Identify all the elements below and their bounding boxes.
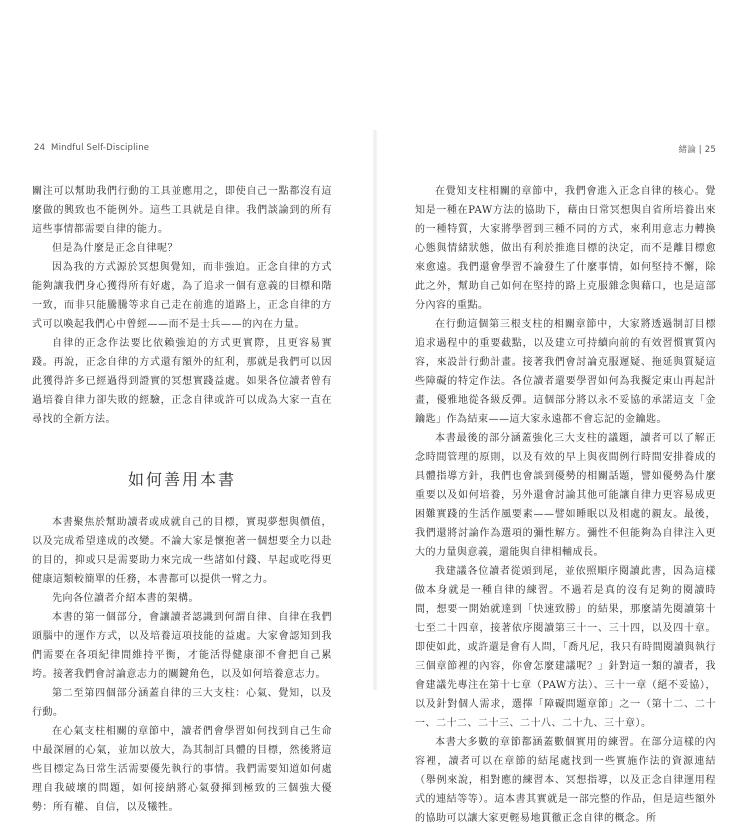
paragraph: 本書最後的部分涵蓋強化三大支柱的議題，讀者可以了解正念時間管理的原則，以及有效的早上與夜間例行時間安排養成的具體指導方針，我們也會談到優勢的相關話題，譬如優勢為什麼重要以及如何培養，另外還會討論其他可能讓自律力更容易成更困難實踐的生活作風要素——譬如睡眠以及相處的親友。最後，我們還將討論作為選項的彌性解方。彌性不但能夠為自律注入更大的力量與意義，還能與自律相輔成長。 bbox=[415, 433, 716, 558]
paragraph: 在覺知支柱相關的章節中，我們會進入正念自律的核心。覺知是一種在PAW方法的協助下，藉由日常冥想與自省所培養出來的一種特質，大家將學習到三種不同的方式，來利用意志力轉換心態與情緒狀態，做出有利於推進目標的決定，而不是離目標愈來愈遠。我們還會學習不論發生了什麼事情，如何堅持不懈，除此之外，幫助自己如何在堅持的路上克服雜念與藉口，也是這部分內容的重點。 bbox=[415, 186, 716, 311]
paragraph: 在行動這個第三根支柱的相關章節中，大家將透過制訂目標追求過程中的重要截點，以及建立可持續向前的有效習慣實質內容，來設計行動計畫。接著我們會討論克服遲疑、拖延與質疑這些障礙的特定作法。各位讀者還要學習如何為我擬定東山再起計畫，優雅地從各級反彈。這個部分將以永不妥協的承諾這支「金鑰匙」作為結束——這大家永遠都不會忘記的金鑰匙。 bbox=[415, 319, 716, 425]
right-text-block bbox=[415, 182, 716, 828]
left-page bbox=[0, 0, 375, 813]
paragraph: 自律的正念作法要比依賴強迫的方式更實際，且更容易實踐。再說，正念自律的方式還有額外的紅利，那就是我們可以因此獲得許多已經過得到證實的冥想實踐益處。如果各位讀者曾有過培養自律力卻失敗的經驗，正念自律或許可以成為大家一直在尋找的全新方法。 bbox=[32, 338, 332, 425]
book-title: Mindful Self-Discipline bbox=[51, 143, 150, 153]
paragraph: 先向各位讀者介紹本書的架構。 bbox=[52, 593, 199, 604]
left-text-block bbox=[32, 182, 332, 817]
paragraph: 但是為什麼是正念自律呢？ bbox=[52, 243, 178, 254]
section-heading: 如何善用本書 bbox=[127, 470, 236, 489]
left-running-head bbox=[34, 143, 149, 153]
paragraph: 因為我的方式源於冥想與覺知，而非強迫。正念自律的方式能夠讓我們身心獲得所有好處，為了追求一個有意義的目標和階一致，而非只能騰騰等求自己走在前進的道路上，正念自律的方式可以喚起我們心中曾經——而不是士兵——的內在力量。 bbox=[32, 262, 332, 330]
paragraph: 本書的第一個部分，會讓讀者認識到何謂自律、自律在我們頭腦中的運作方式，以及培養這項技能的益處。大家會認知到我們需要在各項紀律間維持平衡，才能活得健康卻不會把自己累垮。接著我們會討論意志力的關鍵角色，以及如何培養意志力。 bbox=[32, 612, 332, 680]
section-title: 緒論 bbox=[678, 145, 696, 155]
paragraph: 我建議各位讀者從頭到尾，並依照順序閱讀此書，因為這樣做本身就是一種自律的練習。不過若是真的沒有足夠的閱讀時間，想要一開始就達到「快速致勝」的結果，那麼請先閱讀第十七至二十四章，接著依序閱讀第三十一、三十四，以及四十章。即使如此，或許還是會有人問，「喬凡尼，我只有時間閱讀與執行三個章節裡的內容，你會怎麼建議呢？」針對這一類的讀者，我會建議先專注在第十七章（PAW方法）、三十一章（絕不妥協），以及針對個人需求，選擇「障礙問題章節」之一（第十二、二十一、二十二、二十三、二十八、二十九、三十章）。 bbox=[415, 566, 716, 729]
right-running-head: 緒論 | 25 bbox=[678, 145, 716, 155]
right-page-number: 25 bbox=[704, 145, 716, 155]
paragraph: 本書聚焦於幫助讀者或成就自己的目標，實現夢想與價值，以及完成希望達成的改變。不論大家是懷抱著一個想要全力以赴的目的，抑或只是需要助力來完成一些諸如付錢、早起或吃得更健康這類較簡單的任務，本書都可以提供一臂之力。 bbox=[32, 517, 332, 585]
paragraph: 關注可以幫助我們行動的工具並應用之，即使自己一點都沒有這麼做的興致也不能例外。這些工具就是自律。我們談論到的所有這些事情都需要自律的能力。 bbox=[32, 186, 332, 235]
left-page-number: 24 bbox=[34, 143, 46, 153]
paragraph: 第二至第四個部分涵蓋自律的三大支柱：心氣、覺知，以及行動。 bbox=[32, 688, 332, 718]
paragraph: 本書大多數的章節都涵蓋數個實用的練習。在部分這樣的內容裡，讀者可以在章節的結尾處找到一些實施作法的資源連結（舉例來說，相對應的練習本、冥想指導，以及正念自律運用程式的連結等等）。這本書其實就是一部完整的作品，但是這些額外的協助可以讓大家更輕易地貫徹正念自律的概念。所 bbox=[415, 737, 716, 824]
paragraph: 在心氣支柱相關的章節中，讀者們會學習如何找到自己生命中最深層的心氣，並加以放大，為其制訂具體的目標，然後將這些目標定為日常生活需要優先執行的事情。我們需要知道如何處理自我破壞的問題，如何接納將心氣發揮到極致的三個強大優勢：所有權、自信，以及犧牲。 bbox=[32, 726, 332, 813]
right-page bbox=[375, 0, 750, 824]
